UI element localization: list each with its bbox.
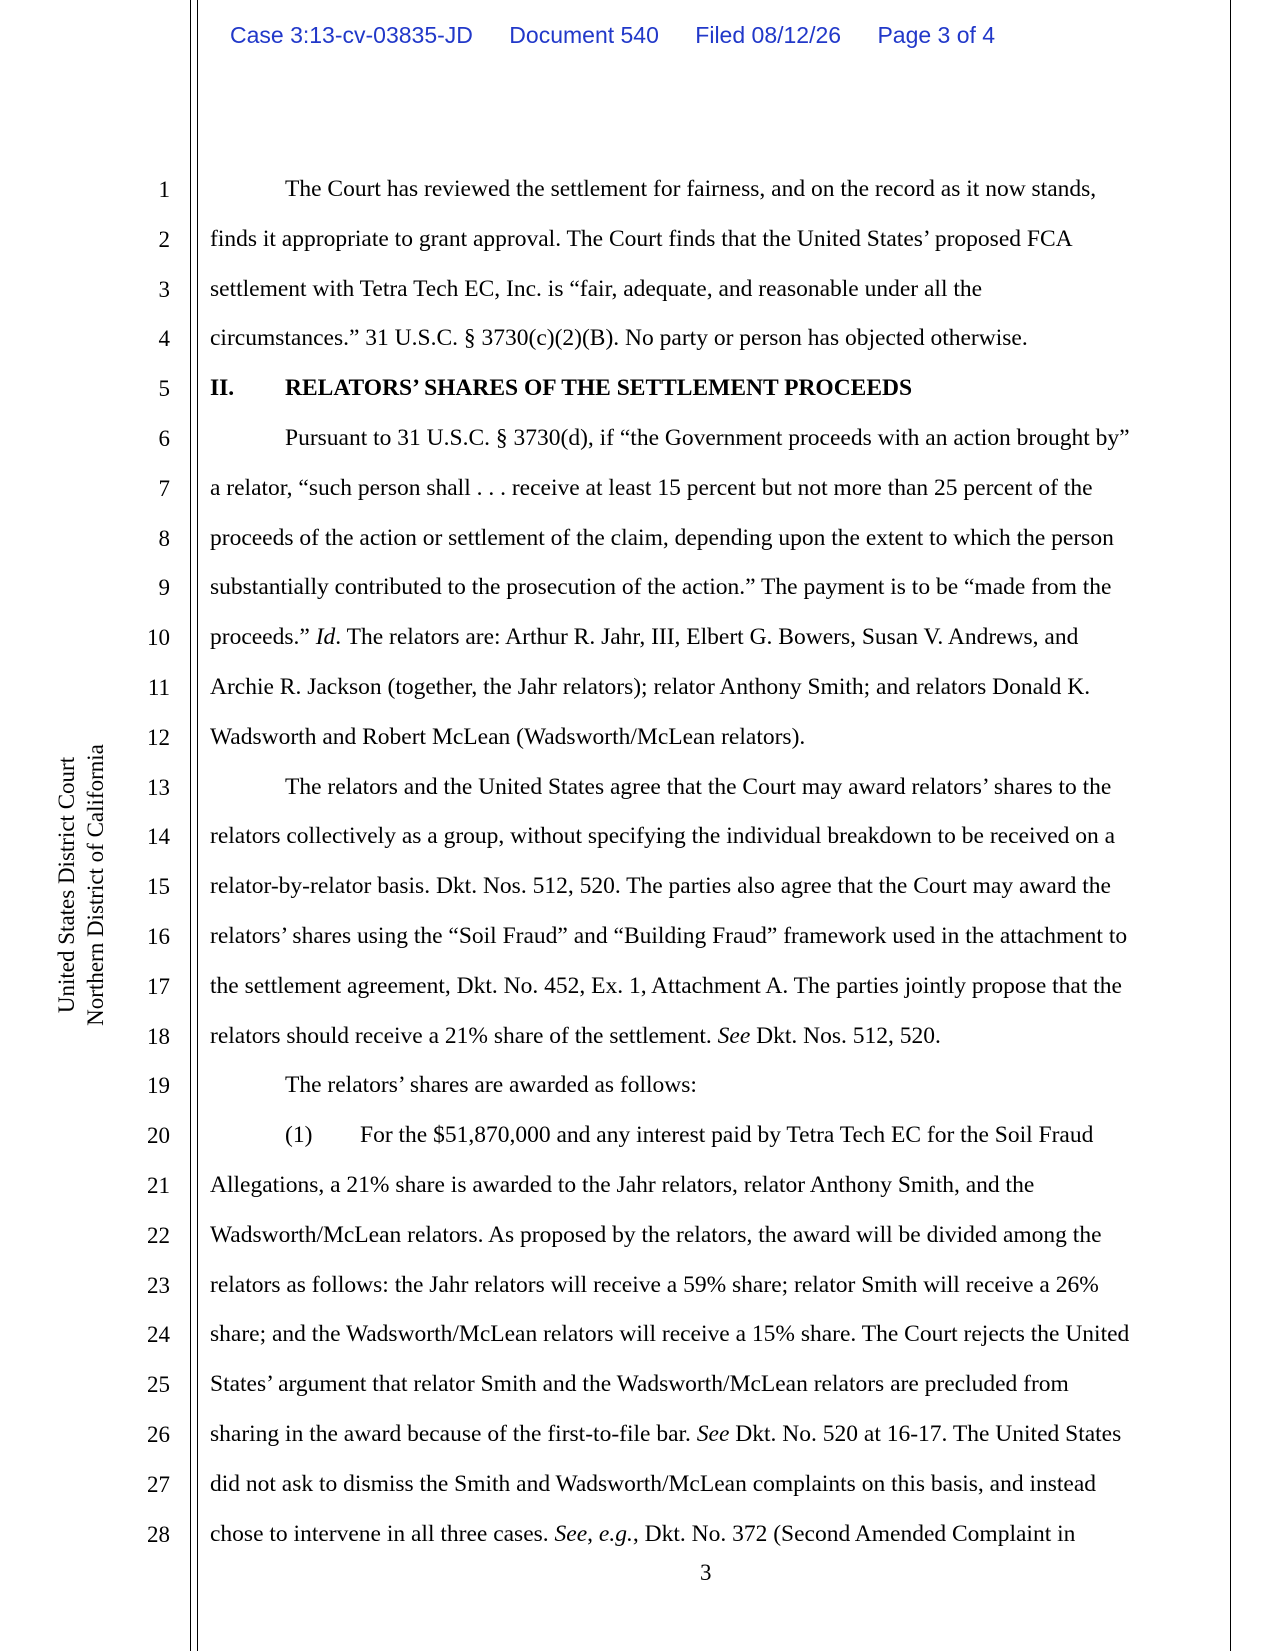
section-title: RELATORS’ SHARES OF THE SETTLEMENT PROCEEDS	[285, 375, 913, 402]
body-text: Dkt. No. 520 at 16-17. The United States	[729, 1420, 1122, 1447]
page-count: Page 3 of 4	[877, 22, 996, 48]
right-margin-rule	[1230, 0, 1231, 1651]
body-line	[210, 1111, 1210, 1161]
body-line: relator-by-relator basis. Dkt. Nos. 512, 520. The parties also agree that the Court may award the	[210, 873, 1111, 900]
citation-signal: Id	[315, 624, 336, 651]
line-number: 21	[147, 1172, 170, 1198]
body-line	[210, 1410, 1210, 1460]
body-line: The relators’ shares are awarded as follows:	[285, 1072, 697, 1099]
line-number: 17	[147, 973, 170, 999]
line-number: 9	[158, 575, 170, 601]
line-number: 23	[147, 1272, 170, 1298]
body-line	[210, 1012, 1210, 1062]
line-number: 13	[147, 774, 170, 800]
body-line: circumstances.” 31 U.S.C. § 3730(c)(2)(B). No party or person has objected otherwise.	[210, 325, 1028, 352]
body-text: chose to intervene in all three cases.	[210, 1520, 555, 1547]
body-line: proceeds of the action or settlement of the claim, depending upon the extent to which the person	[210, 524, 1114, 551]
body-line: States’ argument that relator Smith and the Wadsworth/McLean relators are precluded from	[210, 1371, 1069, 1398]
body-line: the settlement agreement, Dkt. No. 452, Ex. 1, Attachment A. The parties jointly propose that the	[210, 972, 1122, 999]
line-number: 4	[158, 326, 170, 352]
body-line: Wadsworth/McLean relators. As proposed by the relators, the award will be divided among the	[210, 1221, 1102, 1248]
body-line: did not ask to dismiss the Smith and Wadsworth/McLean complaints on this basis, and instead	[210, 1470, 1097, 1497]
body-line: relators collectively as a group, without specifying the individual breakdown to be received on a	[210, 823, 1116, 850]
document-number: Document 540	[509, 22, 659, 48]
body-line: relators as follows: the Jahr relators will receive a 59% share; relator Smith will receive a 26%	[210, 1271, 1099, 1298]
line-number: 10	[147, 625, 170, 651]
body-line: substantially contributed to the prosecution of the action.” The payment is to be “made from the	[210, 574, 1112, 601]
court-name: United States District Court	[54, 756, 79, 1014]
line-number: 6	[158, 425, 170, 451]
pleading-line-numbers	[130, 165, 170, 1559]
citation-signal: See	[717, 1022, 751, 1049]
citation-signal: See	[554, 1520, 588, 1547]
body-line: finds it appropriate to grant approval. The Court finds that the United States’ proposed FCA	[210, 225, 1073, 252]
body-line: The Court has reviewed the settlement for fairness, and on the record as it now stands,	[285, 176, 1097, 202]
line-number: 7	[158, 475, 170, 501]
line-number: 2	[158, 226, 170, 252]
body-line: Wadsworth and Robert McLean (Wadsworth/McLean relators).	[210, 723, 806, 750]
line-number: 28	[147, 1521, 170, 1547]
line-number: 25	[147, 1372, 170, 1398]
citation-signal: e.g.	[598, 1520, 633, 1547]
line-number: 15	[147, 874, 170, 900]
section-number: II.	[210, 375, 235, 402]
case-number: Case 3:13-cv-03835-JD	[230, 22, 473, 48]
line-number: 16	[147, 923, 170, 949]
body-text: proceeds.”	[210, 624, 316, 651]
section-heading	[210, 364, 1210, 414]
body-line: Archie R. Jackson (together, the Jahr relators); relator Anthony Smith; and relators Donald K.	[210, 673, 1091, 700]
left-margin-rule-outer	[190, 0, 191, 1651]
body-text: . The relators are: Arthur R. Jahr, III, Elbert G. Bowers, Susan V. Andrews, and	[335, 624, 1079, 651]
body-text: relators should receive a 21% share of the settlement.	[210, 1022, 718, 1049]
line-number: 19	[147, 1073, 170, 1099]
line-number: 1	[158, 177, 170, 202]
line-number: 11	[147, 674, 170, 700]
body-line: The relators and the United States agree that the Court may award relators’ shares to the	[285, 773, 1112, 800]
left-margin-rule-inner	[197, 0, 198, 1651]
body-line: Allegations, a 21% share is awarded to the Jahr relators, relator Anthony Smith, and the	[210, 1171, 1035, 1198]
citation-signal: See	[696, 1420, 730, 1447]
ecf-header	[230, 22, 995, 49]
body-text: Dkt. Nos. 512, 520.	[750, 1022, 941, 1049]
filed-date: Filed 08/12/26	[695, 22, 842, 48]
document-body	[210, 165, 1210, 1559]
body-line	[210, 1510, 1210, 1560]
line-number: 8	[158, 525, 170, 551]
court-district: Northern District of California	[83, 744, 108, 1026]
line-number: 22	[147, 1222, 170, 1248]
court-sidebar-label	[52, 744, 110, 1026]
body-text: ,	[587, 1520, 599, 1547]
page-number: 3	[700, 1560, 712, 1585]
body-line: Pursuant to 31 U.S.C. § 3730(d), if “the Government proceeds with an action brought by”	[285, 424, 1130, 451]
paragraph-number: (1)	[285, 1122, 313, 1149]
line-number: 3	[158, 276, 170, 302]
body-line: share; and the Wadsworth/McLean relators will receive a 15% share. The Court rejects the United	[210, 1321, 1130, 1348]
body-text: For the $51,870,000 and any interest paid by Tetra Tech EC for the Soil Fraud	[360, 1122, 1094, 1149]
body-line: a relator, “such person shall . . . receive at least 15 percent but not more than 25 percent of the	[210, 474, 1093, 501]
line-number: 5	[158, 376, 170, 402]
line-number: 27	[147, 1471, 170, 1497]
body-text: sharing in the award because of the first-to-file bar.	[210, 1420, 697, 1447]
body-text: , Dkt. No. 372 (Second Amended Complaint in	[632, 1520, 1076, 1547]
line-number: 14	[147, 824, 170, 850]
line-number: 20	[147, 1123, 170, 1149]
line-number: 24	[147, 1322, 170, 1348]
line-number: 18	[147, 1023, 170, 1049]
line-number: 26	[147, 1421, 170, 1447]
body-line: relators’ shares using the “Soil Fraud” and “Building Fraud” framework used in the attachment to	[210, 922, 1128, 949]
line-number: 12	[147, 724, 170, 750]
body-line: settlement with Tetra Tech EC, Inc. is “fair, adequate, and reasonable under all the	[210, 275, 983, 302]
body-line	[210, 613, 1210, 663]
